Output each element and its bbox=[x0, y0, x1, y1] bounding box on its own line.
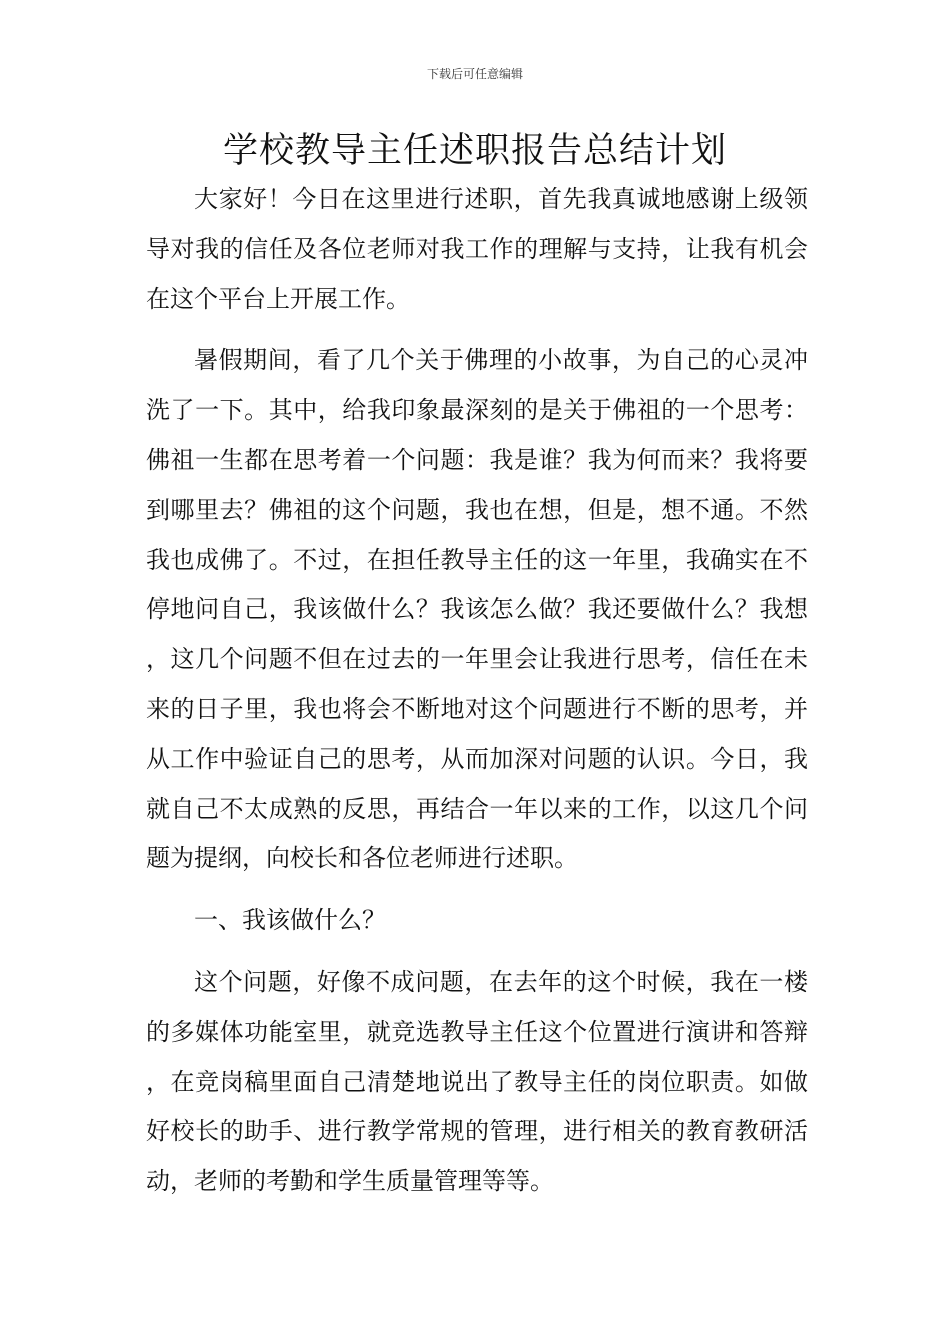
document-title: 学校教导主任述职报告总结计划 bbox=[222, 131, 727, 171]
paragraph-greeting: 大家好！今日在这里进行述职，首先我真诚地感谢上级领导对我的信任及各位老师对我工作的理解与支持，让我有机会在这个平台上开展工作。 bbox=[146, 185, 808, 313]
header-note: 下载后可任意编辑 bbox=[426, 67, 523, 81]
paragraph-reflection: 暑假期间，看了几个关于佛理的小故事，为自己的心灵冲洗了一下。其中，给我印象最深刻的是关于佛祖的一个思考：佛祖一生都在思考着一个问题：我是谁？我为何而来？我将要到哪里去？佛祖的这个问题，我也在想，但是，想不通。不然我也成佛了。不过，在担任教导主任的这一年里，我确实在不停地问自己，我该做什么？我该怎么做？我还要做什么？我想，这几个问题不但在过去的一年里会让我进行思考，信任在未来的日子里，我也将会不断地对这个问题进行不断的思考，并从工作中验证自己的思考，从而加深对问题的认识。今日，我就自己不太成熟的反思，再结合一年以来的工作，以这几个问题为提纲，向校长和各位老师进行述职。 bbox=[146, 346, 808, 873]
paragraph-section-1: 这个问题，好像不成问题，在去年的这个时候，我在一楼的多媒体功能室里，就竞选教导主任这个位置进行演讲和答辩，在竞岗稿里面自己清楚地说出了教导主任的岗位职责。如做好校长的助手、进行教学常规的管理，进行相关的教育教研活动，老师的考勤和学生质量管理等等。 bbox=[146, 967, 808, 1196]
document-body bbox=[146, 175, 808, 1207]
section-heading-1: 一、我该做什么？ bbox=[194, 906, 386, 935]
